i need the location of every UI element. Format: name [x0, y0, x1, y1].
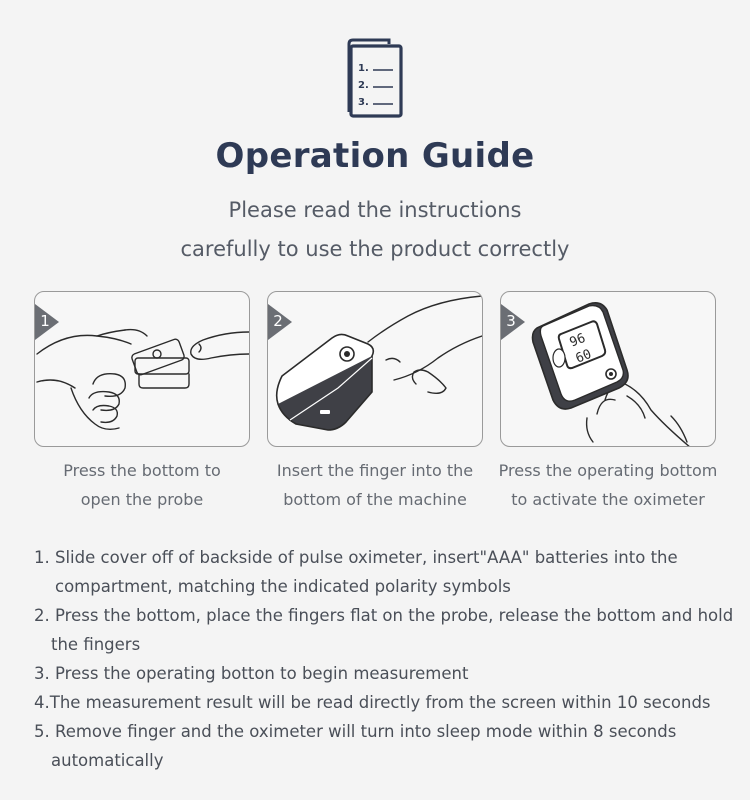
list-number-1: 1.	[358, 63, 369, 74]
step-caption-2	[255, 456, 495, 514]
display-reading-2: 60	[573, 346, 594, 367]
step-caption-1-line-1: Press the bottom to	[63, 461, 221, 480]
instruction-2-line-1: 2. Press the bottom, place the fingers flat on the probe, release the bottom and hold	[34, 606, 734, 625]
instruction-5-line-1: 5. Remove finger and the oximeter will turn into sleep mode within 8 seconds	[34, 722, 677, 741]
step-caption-3-line-1: Press the operating bottom	[498, 461, 718, 480]
instruction-4: 4.The measurement result will be read directly from the screen within 10 seconds	[34, 693, 711, 712]
step-caption-3	[488, 456, 728, 514]
hand-pressing-oximeter-bottom-icon	[35, 292, 250, 447]
step-caption-1-line-2: open the probe	[80, 490, 204, 509]
step-caption-3-line-2: to activate the oximeter	[511, 490, 705, 509]
instruction-5-line-2: automatically	[51, 751, 164, 770]
page-title: Operation Guide	[215, 136, 535, 176]
oximeter-display-reading-icon	[501, 292, 716, 447]
step-caption-2-line-2: bottom of the machine	[283, 490, 467, 509]
instruction-1-line-2: compartment, matching the indicated polarity symbols	[55, 577, 511, 596]
page-subtitle-line-2: carefully to use the product correctly	[180, 237, 570, 261]
instruction-3: 3. Press the operating botton to begin measurement	[34, 664, 469, 683]
numbered-list-document-icon	[345, 38, 405, 120]
instruction-2-line-2: the fingers	[51, 635, 141, 654]
page-subtitle-line-1: Please read the instructions	[228, 198, 522, 222]
step-caption-2-line-1: Insert the finger into the	[276, 461, 474, 480]
display-reading-1: 96	[567, 330, 588, 351]
step-card-1	[34, 291, 250, 447]
step-caption-1	[22, 456, 262, 514]
instruction-list	[34, 543, 734, 775]
finger-inserted-into-oximeter-icon	[268, 292, 483, 447]
step-number-1: 1	[40, 312, 50, 330]
list-number-2: 2.	[358, 80, 369, 91]
step-card-2	[267, 291, 483, 447]
instruction-1-line-1: 1. Slide cover off of backside of pulse oximeter, insert"AAA" batteries into the	[34, 548, 678, 567]
step-number-2: 2	[273, 312, 283, 330]
list-number-3: 3.	[358, 97, 369, 108]
step-number-3: 3	[506, 312, 516, 330]
step-card-3	[500, 291, 716, 447]
